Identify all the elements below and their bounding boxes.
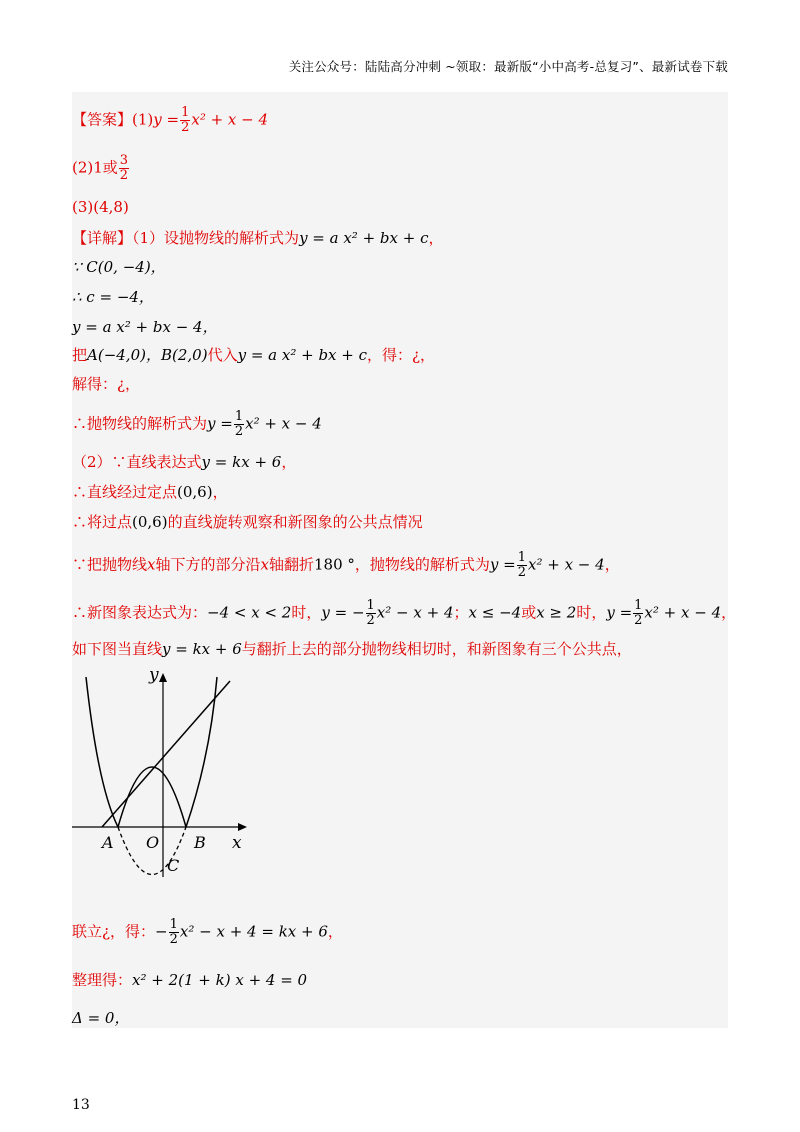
detail-line-13: 如下图当直线y = kx + 6与翻折上去的部分抛物线相切时，和新图象有三个公共点， [72,640,632,658]
detail-line-8: （2）∵直线表达式y = kx + 6， [72,453,297,471]
origin-label: O [146,833,160,852]
detail-line-10: ∴将过点(0,6)的直线旋转观察和新图象的公共点情况 [72,513,423,531]
fraction: $\frac{1}{2}$ [169,917,178,947]
answer-part3: (3)(4,8) [72,198,129,216]
point-c-label: C [167,856,180,875]
point-b-label: B [194,833,206,852]
detail-line-16: Δ = 0， [72,1009,130,1027]
detail-line-3: ∴ c = −4， [72,288,154,306]
x-axis-arrow [238,823,247,831]
point-a-label: A [102,833,114,852]
detail-line-2: ∵ C(0, −4)， [72,258,166,276]
parabola-graph [72,667,262,887]
solution-content [72,92,737,1028]
detail-line-5: 把A(−4,0)，B(2,0)代入y = a x² + bx + c，得：¿， [72,346,436,364]
page-header: 关注公众号：陆陆高分冲刺 ~领取：最新版“小中高考-总复习”、最新试卷下载 [288,59,728,74]
fraction: $\frac{1}{2}$ [517,550,526,580]
right-parabola-branch [186,677,217,827]
tangent-line [102,681,230,827]
fraction: $\frac{1}{2}$ [634,598,643,628]
detail-line-11: ∵把抛物线x轴下方的部分沿x轴翻折180 °，抛物线的解析式为y = $\frac{1}{2}$ x² + x − 4， [72,550,620,580]
detail-line-4: y = a x² + bx − 4， [72,318,218,336]
detail-line-6: 解得：¿， [72,375,141,393]
fraction: $\frac{1}{2}$ [234,409,244,439]
fraction: $\frac{3}{2}$ [119,153,129,183]
detail-line-15: 整理得：x² + 2(1 + k) x + 4 = 0 [72,971,308,989]
detail-line-9: ∴直线经过定点(0,6)， [72,483,228,501]
fraction: $\frac{1}{2}$ [366,598,375,628]
answer-part1: 【答案】(1)y = $\frac{1}{2}$ x² + x − 4 [72,105,269,135]
fraction: $\frac{1}{2}$ [181,105,190,135]
detail-line-14: 联立¿，得：− $\frac{1}{2}$ x² − x + 4 = kx + 6， [72,917,343,947]
y-axis-arrow [159,673,167,682]
detail-line-1: 【详解】（1）设抛物线的解析式为y = a x² + bx + c， [72,229,444,247]
detail-line-12: ∴新图象表达式为：−4 < x < 2时，y = − $\frac{1}{2}$ x² − x + 4；x ≤ −4或x ≥ 2时，y = $\frac{1}{2}$ x² + x − 4， [72,598,737,628]
x-axis-label: x [232,833,242,853]
y-axis-label: y [149,667,159,685]
page-number: 13 [72,1097,90,1113]
detail-line-7: ∴抛物线的解析式为y = $\frac{1}{2}$ x² + x − 4 [72,409,322,439]
left-parabola-branch [86,677,118,827]
answer-part2: (2)1或 $\frac{3}{2}$ [72,153,129,183]
